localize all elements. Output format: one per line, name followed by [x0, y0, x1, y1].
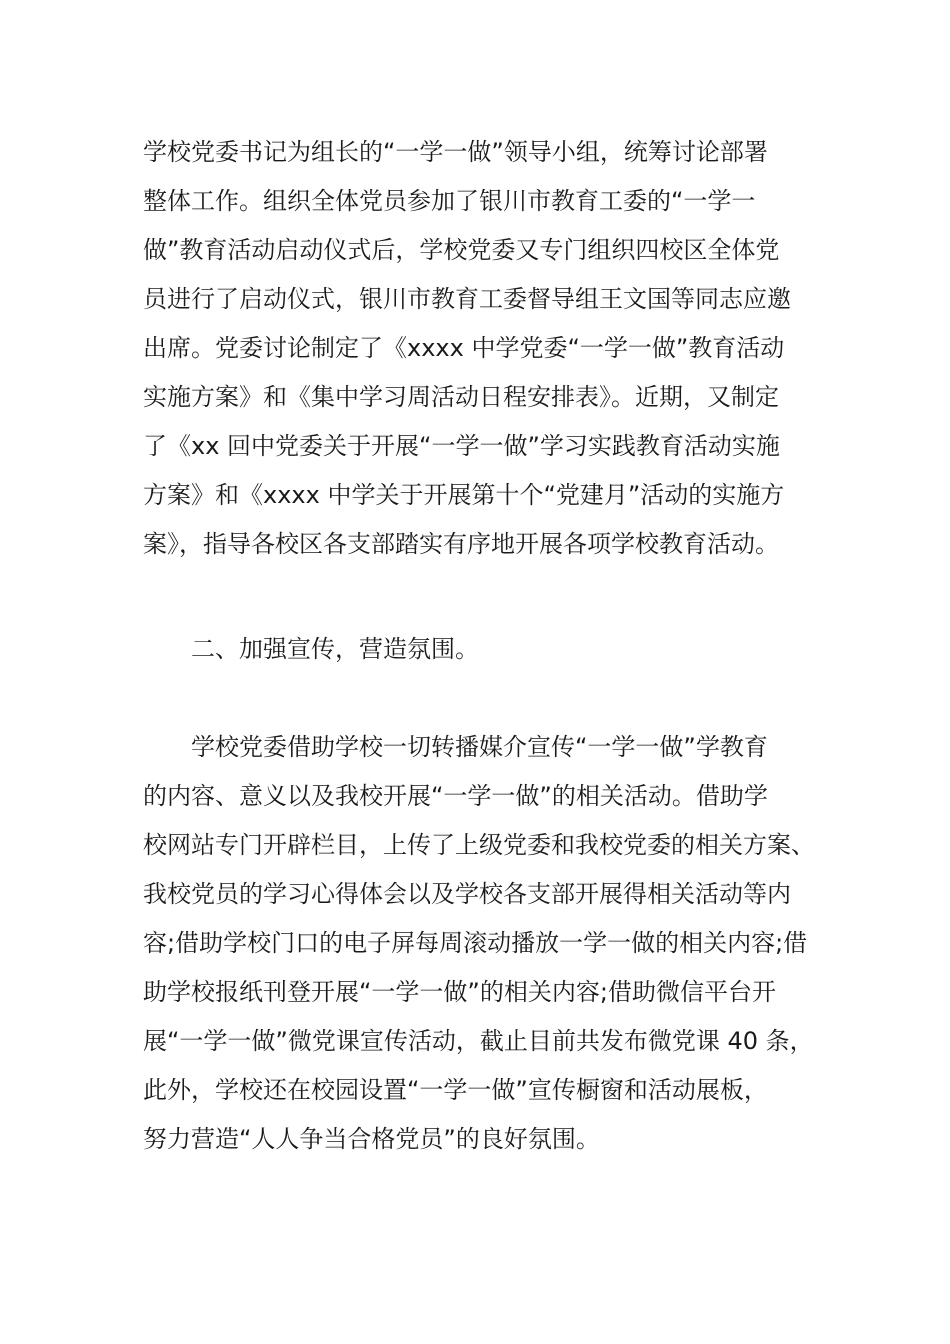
paragraph-line: 我校党员的学习心得体会以及学校各支部开展得相关活动等内	[143, 880, 791, 908]
paragraph-line: 了《xx 回中党委关于开展“一学一做”学习实践教育活动实施	[143, 432, 780, 460]
paragraph-line: 整体工作。组织全体党员参加了银川市教育工委的“一学一	[143, 187, 756, 215]
paragraph-2	[143, 723, 815, 1164]
paragraph-line: 案》，指导各校区各支部踏实有序地开展各项学校教育活动。	[143, 530, 779, 558]
section-heading-2	[143, 625, 811, 674]
paragraph-line: 此外，学校还在校园设置“一学一做”宣传橱窗和活动展板，	[143, 1076, 768, 1104]
paragraph-1	[143, 128, 811, 569]
paragraph-line: 努力营造“人人争当合格党员”的良好氛围。	[143, 1125, 600, 1153]
paragraph-line: 出席。党委讨论制定了《xxxx 中学党委“一学一做”教育活动	[143, 334, 785, 362]
paragraph-line: 员进行了启动仪式，银川市教育工委督导组王文国等同志应邀	[143, 285, 791, 313]
paragraph-line: 做”教育活动启动仪式后，学校党委又专门组织四校区全体党	[143, 236, 780, 264]
paragraph-line: 学校党委借助学校一切转播媒介宣传“一学一做”学教育	[191, 733, 768, 761]
paragraph-line: 展“一学一做”微党课宣传活动，截止目前共发布微党课 40 条，	[143, 1027, 814, 1055]
paragraph-line: 方案》和《xxxx 中学关于开展第十个“党建月”活动的实施方	[143, 481, 785, 509]
section-heading-text: 二、加强宣传，营造氛围。	[191, 635, 479, 663]
paragraph-line: 助学校报纸刊登开展“一学一做”的相关内容;借助微信平台开	[143, 978, 776, 1006]
paragraph-line: 容;借助学校门口的电子屏每周滚动播放一学一做的相关内容;借	[143, 929, 808, 957]
paragraph-line: 的内容、意义以及我校开展“一学一做”的相关活动。借助学	[143, 782, 768, 810]
paragraph-line: 学校党委书记为组长的“一学一做”领导小组，统筹讨论部署	[143, 138, 768, 166]
paragraph-line: 实施方案》和《集中学习周活动日程安排表》。近期，又制定	[143, 383, 779, 411]
paragraph-line: 校网站专门开辟栏目，上传了上级党委和我校党委的相关方案、	[143, 831, 815, 859]
